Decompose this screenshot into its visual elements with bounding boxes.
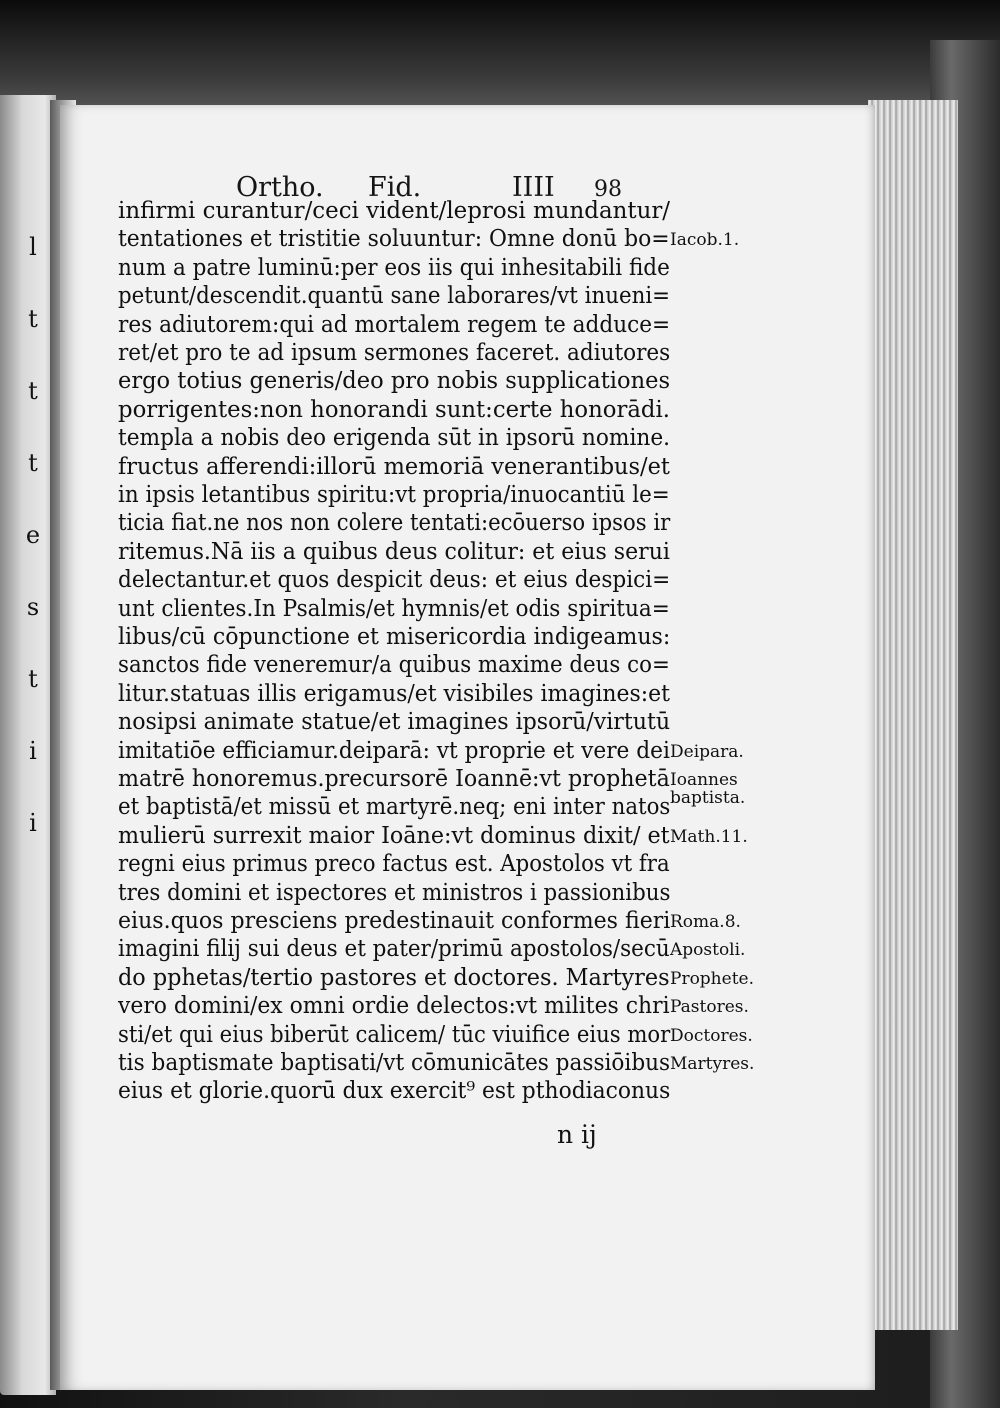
book-top-edge — [0, 0, 1000, 110]
margin-note: baptista. — [670, 788, 746, 809]
text-line: ret/et pro te ad ipsum sermones faceret. adiutores — [118, 340, 671, 366]
left-page-letter: e — [25, 521, 41, 549]
left-page-letter: t — [28, 377, 38, 405]
margin-note: Iacob.1. — [670, 230, 740, 251]
text-line: litur.statuas illis erigamus/et visibiles imagines:et — [118, 680, 670, 707]
text-line: sanctos fide veneremur/a quibus maxime deus co= — [118, 652, 670, 679]
text-line: in ipsis letantibus spiritu:vt propria/inuocantiū le= — [118, 482, 670, 508]
margin-note: Apostoli. — [670, 940, 746, 961]
left-page-letter: s — [26, 593, 40, 621]
margin-note: Deipara. — [670, 741, 744, 762]
text-line: vero domini/ex omni ordie delectos:vt milites chri — [118, 993, 670, 1020]
text-line: ritemus.Nā iis a quibus deus colitur: et eius serui — [118, 538, 670, 565]
margin-note: Pastores. — [670, 997, 749, 1018]
text-line: regni eius primus preco factus est. Apostolos vt fra — [118, 851, 670, 878]
text-line: tres domini et ispectores et ministros i passionibus — [118, 879, 671, 906]
signature-mark: n ij — [557, 1120, 597, 1149]
text-line: res adiutorem:qui ad mortalem regem te adduce= — [118, 311, 671, 338]
text-line: nosipsi animate statue/et imagines ipsorū/virtutū — [118, 709, 671, 736]
text-line: tis baptismate baptisati/vt cōmunicātes passiōibus — [118, 1050, 671, 1076]
text-line: fructus afferendi:illorū memoriā venerantibus/et — [118, 453, 670, 480]
left-page-letter: t — [28, 665, 38, 693]
folio-number: 98 — [594, 177, 622, 202]
margin-note: Prophete. — [670, 968, 754, 989]
header-right: IIII — [512, 172, 555, 203]
left-page-letter: t — [28, 305, 38, 333]
text-line: ticia fiat.ne nos non colere tentati:ecōuerso ipsos ir — [118, 510, 671, 537]
text-line: tentationes et tristitie soluuntur: Omne donū bo= — [118, 226, 670, 253]
margin-note: Doctores. — [670, 1025, 753, 1046]
text-line: eius.quos presciens predestinauit conformes fieri — [118, 908, 671, 934]
left-page-letter: l — [29, 233, 37, 261]
margin-note: Martyres. — [670, 1054, 755, 1074]
text-line: et baptistā/et missū et martyrē.neq; eni inter natos — [118, 794, 671, 821]
text-line: templa a nobis deo erigenda sūt in ipsorū nomine. — [118, 425, 671, 452]
left-page-letter: t — [28, 449, 38, 477]
header-left: Ortho. — [236, 172, 324, 203]
text-line: infirmi curantur/ceci vident/leprosi mundantur/ — [118, 198, 671, 224]
text-line: delectantur.et quos despicit deus: et eius despici= — [118, 567, 671, 594]
text-line: porrigentes:non honorandi sunt:certe honorādi. — [118, 396, 670, 423]
margin-note: Math.11. — [670, 826, 748, 847]
header-middle: Fid. — [368, 172, 422, 203]
text-line: ergo totius generis/deo pro nobis supplicationes — [118, 368, 671, 395]
text-line: eius et glorie.quorū dux exercit⁹ est pthodiaconus — [118, 1078, 671, 1105]
text-line: do pphetas/tertio pastores et doctores. Martyres — [118, 964, 670, 991]
text-line: imitatiōe efficiamur.deiparā: vt proprie et vere dei — [118, 737, 670, 764]
text-line: num a patre luminū:per eos iis qui inhesitabili fide — [118, 254, 670, 281]
text-line: unt clientes.In Psalmis/et hymnis/et odis spiritua= — [118, 595, 670, 622]
page-edges — [868, 100, 958, 1330]
text-line: libus/cū cōpunctione et misericordia indigeamus: — [118, 624, 671, 650]
text-line: sti/et qui eius biberūt calicem/ tūc viuifice eius mor — [118, 1021, 671, 1048]
margin-note: Roma.8. — [670, 912, 741, 932]
left-page-edge — [0, 95, 56, 1395]
text-line: mulierū surrexit maior Ioāne:vt dominus dixit/ et — [118, 822, 670, 849]
text-line: matrē honoremus.precursorē Ioannē:vt prophetā — [118, 766, 670, 792]
left-page-letter: i — [29, 737, 37, 765]
text-line: petunt/descendit.quantū sane laborares/vt inueni= — [118, 283, 671, 310]
left-page-letter: i — [29, 809, 37, 837]
text-line: imagini filij sui deus et pater/primū apostolos/secū — [118, 936, 670, 963]
margin-note: Ioannes — [670, 770, 738, 790]
